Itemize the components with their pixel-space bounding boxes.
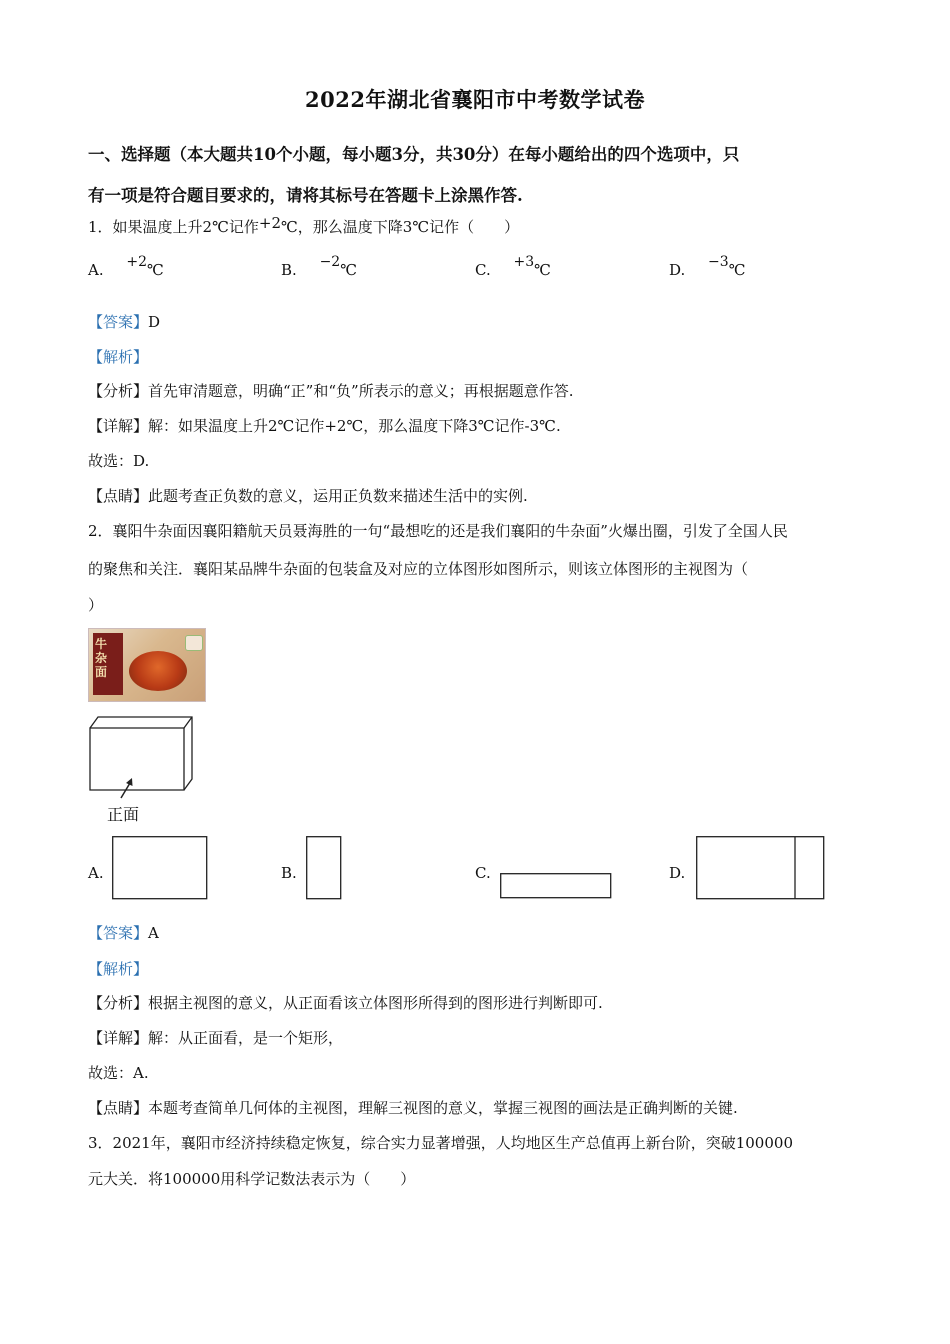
section-header-line-1: 一、选择题（本大题共10个小题，每小题3分，共30分）在每小题给出的四个选项中，只 bbox=[88, 145, 740, 164]
fenxi-text: 根据主视图的意义，从正面看该立体图形所得到的图形进行判断即可. bbox=[148, 994, 603, 1012]
q1-guxuan: 故选：D. bbox=[88, 452, 150, 470]
option-label: C. bbox=[475, 261, 491, 279]
q2-option-a-label: A. bbox=[88, 864, 104, 882]
fenxi-tag: 【分析】 bbox=[88, 994, 149, 1012]
answer-value: A bbox=[148, 924, 159, 942]
q2-option-c-label: C. bbox=[475, 864, 491, 882]
xiangjie-tag: 【详解】 bbox=[88, 1029, 149, 1047]
answer-tag: 【答案】 bbox=[88, 924, 149, 942]
q1-dianjing bbox=[88, 485, 528, 506]
q1-stem bbox=[88, 216, 519, 237]
xiangjie-text: 解：从正面看，是一个矩形， bbox=[148, 1029, 344, 1047]
q2-answer bbox=[88, 922, 159, 943]
option-value: +2 bbox=[126, 254, 148, 270]
dianjing-tag: 【点睛】 bbox=[88, 487, 149, 505]
q3-stem-line-1: 3．2021年，襄阳市经济持续稳定恢复，综合实力显著增强，人均地区生产总值再上新台阶，突破100000 bbox=[88, 1134, 793, 1152]
q1-stem-start: 1．如果温度上升2℃记作 bbox=[88, 218, 259, 236]
section-header-line-2: 有一项是符合题目要求的，请将其标号在答题卡上涂黑作答. bbox=[88, 186, 523, 205]
q2-guxuan: 故选：A. bbox=[88, 1064, 149, 1082]
q2-option-d-label: D. bbox=[669, 864, 686, 882]
q2-xiangjie bbox=[88, 1027, 343, 1048]
option-label: D. bbox=[669, 261, 686, 279]
box-top-edge bbox=[184, 717, 192, 728]
q2-option-a-figure bbox=[112, 836, 208, 900]
q1-option-d bbox=[669, 254, 746, 279]
arrow-icon bbox=[121, 778, 133, 798]
noodle-bowl bbox=[129, 651, 187, 691]
answer-value: D bbox=[148, 313, 161, 331]
q1-option-a bbox=[88, 254, 164, 279]
box-front-face bbox=[90, 728, 184, 790]
option-unit: ℃ bbox=[534, 261, 551, 279]
noodle-package-photo bbox=[88, 628, 206, 702]
q1-stem-end: ℃，那么温度下降3℃记作（ ） bbox=[281, 218, 520, 236]
q1-fenxi bbox=[88, 380, 573, 401]
q1-answer bbox=[88, 311, 160, 332]
exam-title: 2022年湖北省襄阳市中考数学试卷 bbox=[305, 87, 645, 112]
package-brand-text: 牛杂面 bbox=[95, 637, 108, 679]
dianjing-text: 本题考查简单几何体的主视图，理解三视图的意义，掌握三视图的画法是正确判断的关键. bbox=[148, 1099, 738, 1117]
q2-fenxi bbox=[88, 992, 603, 1013]
xiangjie-text: 解：如果温度上升2℃记作+2℃，那么温度下降3℃记作-3℃. bbox=[148, 417, 561, 435]
option-label: B. bbox=[281, 261, 297, 279]
option-unit: ℃ bbox=[728, 261, 746, 279]
q1-xiangjie bbox=[88, 415, 561, 436]
package-logo bbox=[185, 635, 203, 651]
q2-option-b-figure bbox=[306, 836, 342, 900]
q1-analysis-tag: 【解析】 bbox=[88, 348, 149, 366]
q2-stem-line-2: 的聚焦和关注．襄阳某品牌牛杂面的包装盒及对应的立体图形如图所示，则该立体图形的主视图为（ bbox=[88, 560, 749, 578]
fenxi-text: 首先审清题意，明确“正”和“负”所表示的意义；再根据题意作答. bbox=[148, 382, 574, 400]
option-value: +3 bbox=[513, 254, 535, 270]
q2-stem-line-3: ） bbox=[88, 596, 104, 614]
q2-option-c-figure bbox=[500, 873, 612, 899]
q2-analysis-tag: 【解析】 bbox=[88, 960, 149, 978]
option-unit: ℃ bbox=[147, 261, 164, 279]
front-label: 正面 bbox=[107, 805, 140, 824]
dianjing-tag: 【点睛】 bbox=[88, 1099, 149, 1117]
q1-option-c bbox=[475, 254, 551, 279]
xiangjie-tag: 【详解】 bbox=[88, 417, 149, 435]
q2-option-b-label: B. bbox=[281, 864, 297, 882]
box-3d-figure bbox=[88, 714, 208, 804]
q2-option-d-figure bbox=[696, 836, 826, 900]
option-value: −2 bbox=[319, 254, 341, 270]
option-label: A. bbox=[88, 261, 104, 279]
answer-tag: 【答案】 bbox=[88, 313, 149, 331]
q3-stem-line-2: 元大关．将100000用科学记数法表示为（ ） bbox=[88, 1170, 416, 1188]
option-value: −3 bbox=[708, 254, 729, 270]
dianjing-text: 此题考查正负数的意义，运用正负数来描述生活中的实例. bbox=[148, 487, 528, 505]
fenxi-tag: 【分析】 bbox=[88, 382, 149, 400]
q1-stem-expression: +2 bbox=[258, 214, 281, 232]
q2-stem-line-1: 2．襄阳牛杂面因襄阳籍航天员聂海胜的一句“最想吃的还是我们襄阳的牛杂面”火爆出圈，引发了全国人民 bbox=[88, 522, 788, 540]
option-unit: ℃ bbox=[340, 261, 357, 279]
q2-dianjing bbox=[88, 1097, 738, 1118]
q1-option-b bbox=[281, 254, 357, 279]
